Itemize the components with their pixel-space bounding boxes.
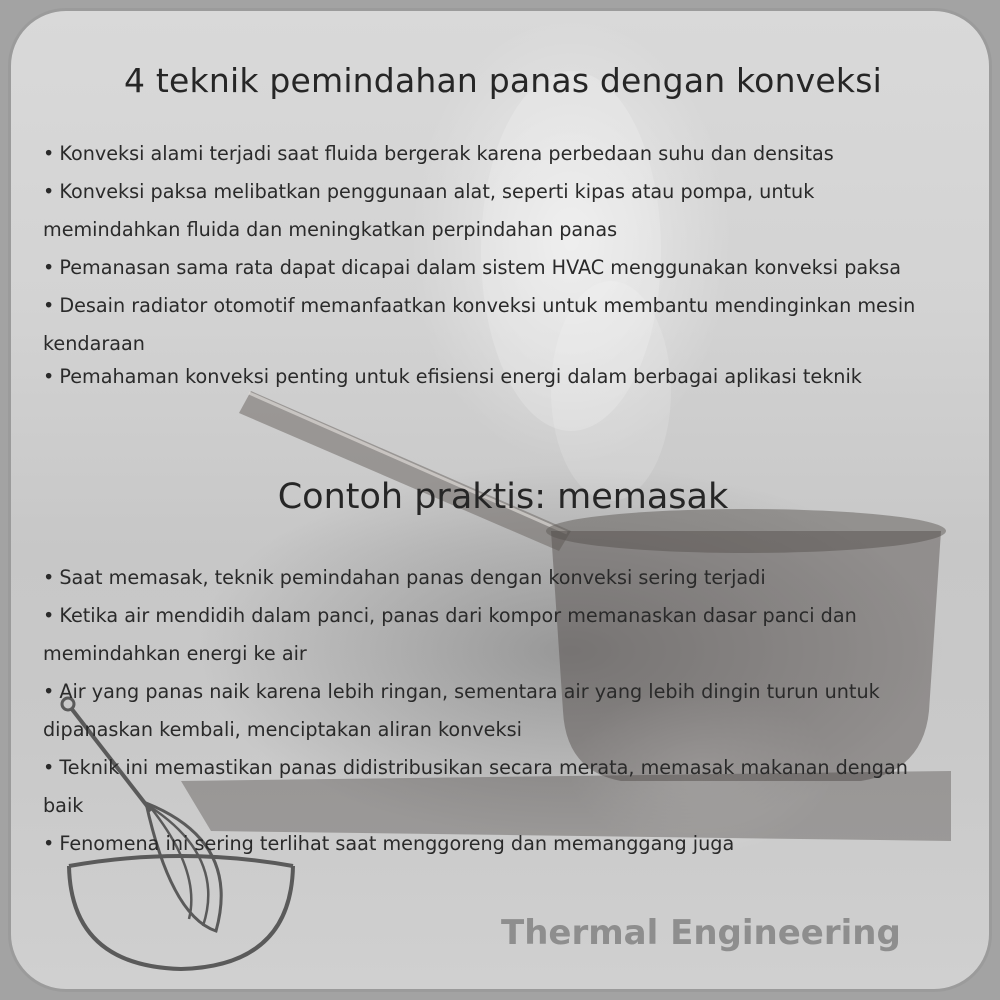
bullet: • (43, 180, 55, 203)
list-item (43, 597, 943, 673)
list-item-text: Fenomena ini sering terlihat saat menggoreng dan memanggang juga (59, 832, 735, 855)
list-item-text: Konveksi paksa melibatkan penggunaan alat, seperti kipas atau pompa, untuk memindahkan fluida dan meningkatkan perpindahan panas (43, 180, 815, 241)
list-item-text: Desain radiator otomotif memanfaatkan konveksi untuk membantu mendinginkan mesin kendaraan (43, 294, 916, 355)
bullet: • (43, 680, 55, 703)
intro-list (43, 135, 943, 396)
list-item (43, 287, 943, 363)
list-item (43, 135, 943, 173)
brand-watermark: Thermal Engineering (501, 913, 901, 953)
list-item (43, 249, 943, 287)
list-item (43, 559, 943, 597)
list-item-text: Konveksi alami terjadi saat fluida bergerak karena perbedaan suhu dan densitas (59, 142, 834, 165)
list-item-text: Teknik ini memastikan panas didistribusikan secara merata, memasak makanan dengan baik (43, 756, 908, 817)
bullet: • (43, 604, 55, 627)
list-item (43, 358, 943, 396)
list-item (43, 173, 943, 249)
bullet: • (43, 365, 55, 388)
list-item-text: Pemahaman konveksi penting untuk efisiensi energi dalam berbagai aplikasi teknik (59, 365, 862, 388)
bullet: • (43, 256, 55, 279)
list-item-text: Ketika air mendidih dalam panci, panas dari kompor memanaskan dasar panci dan memindahkan energi ke air (43, 604, 857, 665)
page-title: 4 teknik pemindahan panas dengan konveksi (124, 61, 882, 100)
bullet: • (43, 142, 55, 165)
bullet: • (43, 566, 55, 589)
list-item-text: Air yang panas naik karena lebih ringan, sementara air yang lebih dingin turun untuk dipanaskan kembali, menciptakan aliran konveksi (43, 680, 880, 741)
section-heading: Contoh praktis: memasak (277, 477, 729, 517)
bullet: • (43, 832, 55, 855)
bullet: • (43, 294, 55, 317)
list-item-text: Saat memasak, teknik pemindahan panas dengan konveksi sering terjadi (59, 566, 766, 589)
list-item (43, 825, 943, 863)
list-item (43, 749, 943, 825)
list-item (43, 673, 943, 749)
example-list (43, 559, 943, 863)
info-card (8, 8, 992, 992)
bullet: • (43, 756, 55, 779)
list-item-text: Pemanasan sama rata dapat dicapai dalam sistem HVAC menggunakan konveksi paksa (59, 256, 901, 279)
